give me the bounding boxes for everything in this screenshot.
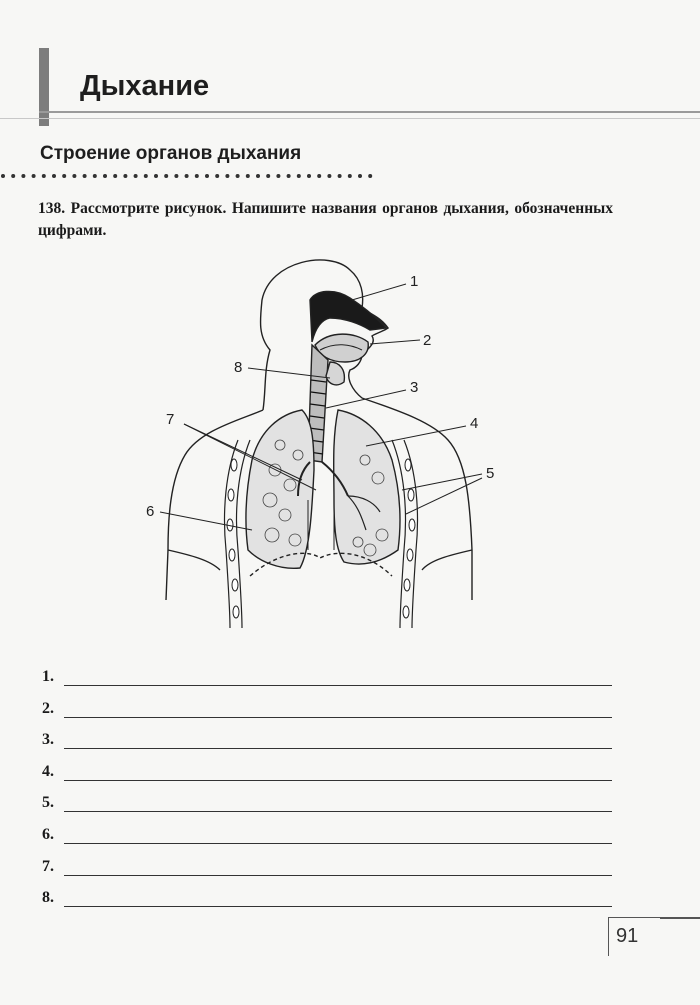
answer-row [42, 728, 622, 760]
answer-number: 1. [42, 668, 54, 685]
separator-dot [317, 174, 321, 178]
separator-dot [134, 174, 138, 178]
separator-dot [154, 174, 158, 178]
chapter-accent-bar [39, 48, 49, 126]
separator-dot [297, 174, 301, 178]
separator-dot [195, 174, 199, 178]
separator-dot [327, 174, 331, 178]
answer-row [42, 823, 622, 855]
answer-line [64, 685, 612, 686]
respiratory-system-figure [130, 250, 540, 640]
separator-dot [256, 174, 260, 178]
section-title: Строение органов дыхания [40, 143, 302, 164]
answer-row [42, 697, 622, 729]
answer-number: 8. [42, 889, 54, 907]
header-rule [39, 111, 700, 113]
separator-dot [358, 174, 362, 178]
answer-line [64, 780, 612, 781]
separator-dot [205, 174, 209, 178]
chapter-title: Дыхание [80, 70, 210, 102]
separator-dot [103, 174, 107, 178]
separator-dot [32, 174, 36, 178]
separator-dot [11, 174, 15, 178]
separator-dot [348, 174, 352, 178]
answer-row [42, 760, 622, 792]
answer-number: 7. [42, 857, 54, 875]
separator-dot [164, 174, 168, 178]
separator-dot [144, 174, 148, 178]
separator-dot [266, 174, 270, 178]
dotted-separator [0, 173, 375, 179]
footer-rule [660, 917, 700, 919]
figure-label-2: 2 [423, 332, 432, 349]
answer-row [42, 665, 622, 697]
answer-row [42, 855, 622, 887]
figure-label-1: 1 [410, 273, 419, 290]
separator-dot [185, 174, 189, 178]
answer-line [64, 906, 612, 907]
figure-label-6: 6 [146, 503, 155, 520]
answer-number: 6. [42, 825, 54, 843]
separator-dot [276, 174, 280, 178]
separator-dot [225, 174, 229, 178]
figure-label-7: 7 [166, 411, 175, 428]
right-lung [246, 410, 314, 568]
answer-row [42, 791, 622, 823]
separator-dot [368, 174, 372, 178]
answer-line [64, 748, 612, 749]
separator-dot [113, 174, 117, 178]
separator-dot [123, 174, 127, 178]
separator-dot [72, 174, 76, 178]
answer-number: 4. [42, 762, 54, 780]
separator-dot [338, 174, 342, 178]
answer-line [64, 717, 612, 718]
separator-dot [62, 174, 66, 178]
header-rule-secondary [0, 118, 700, 119]
answer-line [64, 843, 612, 844]
separator-dot [83, 174, 87, 178]
figure-label-8: 8 [234, 359, 243, 376]
answer-number: 3. [42, 731, 54, 749]
separator-dot [42, 174, 46, 178]
separator-dot [307, 174, 311, 178]
separator-dot [236, 174, 240, 178]
figure-label-4: 4 [470, 415, 479, 432]
figure-label-5: 5 [486, 465, 495, 482]
separator-dot [287, 174, 291, 178]
separator-dot [174, 174, 178, 178]
separator-dot [52, 174, 56, 178]
task-text: 138. Рассмотрите рисунок. Напишите названия органов дыхания, обозначенных цифрами. [38, 200, 613, 239]
answer-row [42, 886, 622, 918]
answer-number: 2. [42, 699, 54, 717]
separator-dot [215, 174, 219, 178]
page-number: 91 [616, 925, 639, 947]
answer-line [64, 811, 612, 812]
separator-dot [246, 174, 250, 178]
answer-list [42, 665, 622, 918]
separator-dot [21, 174, 25, 178]
separator-dot [93, 174, 97, 178]
figure-label-3: 3 [410, 379, 419, 396]
separator-dot [1, 174, 5, 178]
answer-line [64, 875, 612, 876]
answer-number: 5. [42, 794, 54, 812]
